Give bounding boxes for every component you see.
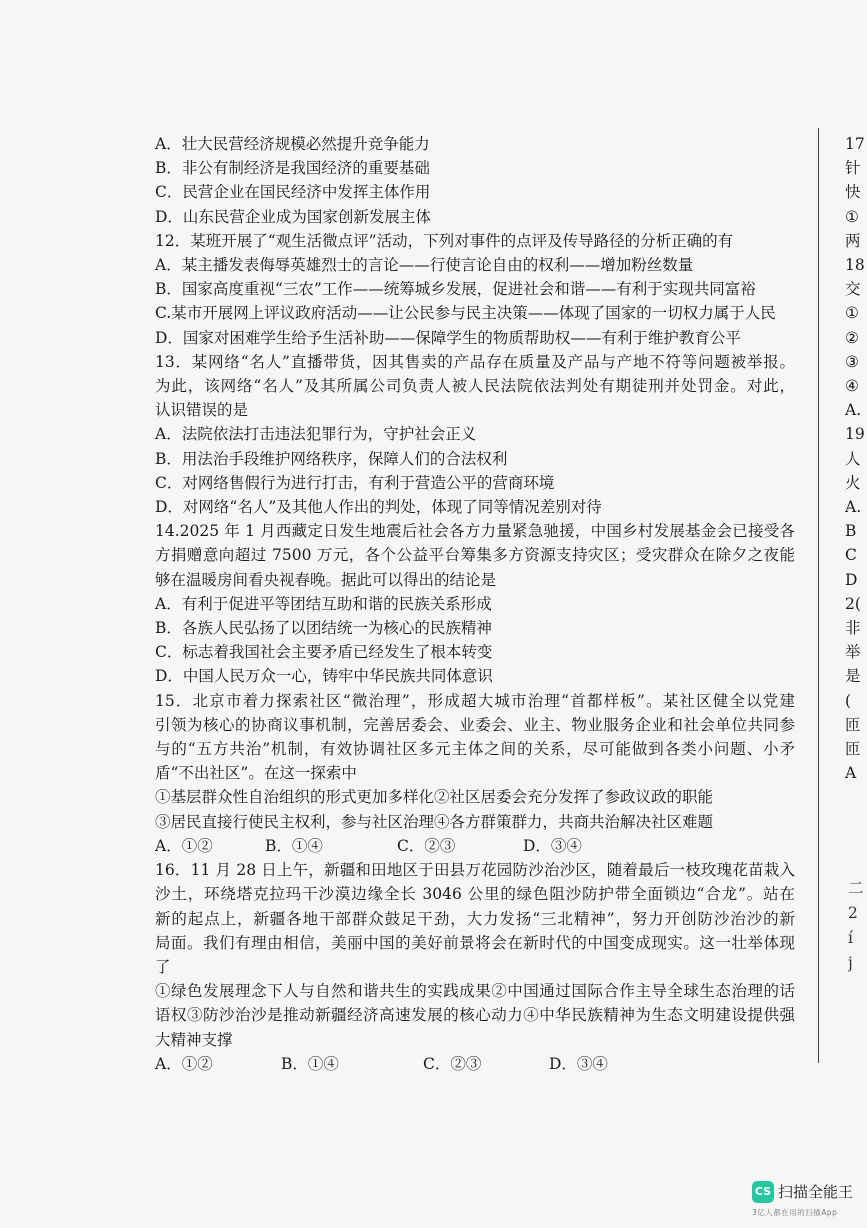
cropped-fragment: A. (845, 498, 862, 517)
q12-option-b: B．国家高度重视“三农”工作——统筹城乡发展，促进社会和谐——有利于实现共同富裕 (155, 280, 756, 299)
cropped-fragment: 2( (845, 594, 861, 613)
cropped-fragment: 非 (845, 619, 861, 638)
cropped-fragment: í (848, 929, 853, 947)
cropped-fragment: 交 (845, 280, 861, 299)
q13-stem-line: 13．某网络“名人”直播带货，因其售卖的产品存在质量及产品与产地不符等问题被举报。 (155, 352, 795, 371)
cropped-fragment: 18 (845, 256, 865, 275)
cropped-fragment: 火 (845, 473, 861, 492)
q14-stem-line: 方捐赠意向超过 7500 万元，各个公益平台筹集多方资源支持灾区；受灾群众在除夕之夜能 (155, 546, 795, 565)
cropped-fragment: B (845, 522, 857, 541)
cropped-fragment: 匝 (845, 740, 861, 759)
cropped-fragment: ① (845, 304, 859, 323)
q16-stem-line: 新的起点上，新疆各地干部群众鼓足干劲，大力发扬“三北精神”，努力开创防沙治沙的新 (155, 909, 795, 928)
q13-option-b: B．用法治手段维护网络秩序，保障人们的合法权利 (155, 449, 508, 468)
q15-stem-line: 引领为核心的协商议事机制，完善居委会、业委会、业主、物业服务企业和社会单位共同参 (155, 715, 795, 734)
q13-option-d: D．对网络“名人”及其他人作出的判处，体现了同等情况差别对待 (155, 498, 602, 517)
q14-stem-line: 14.2025 年 1 月西藏定日发生地震后社会各方力量紧急驰援，中国乡村发展基金会已接受各 (155, 522, 795, 541)
cropped-fragment: 举 (845, 643, 861, 662)
cropped-fragment: ① (845, 207, 859, 226)
q15-stem-line: 与的“五方共治”机制，有效协调社区多元主体之间的关系，尽可能做到各类小问题、小矛 (155, 740, 795, 759)
cropped-fragment: 两 (845, 231, 861, 250)
cropped-fragment: ( (845, 691, 852, 710)
q12-option-d: D．国家对困难学生给予生活补助——保障学生的物质帮助权——有利于维护教育公平 (155, 328, 741, 347)
q14-option-c: C．标志着我国社会主要矛盾已经发生了根本转变 (155, 643, 493, 662)
right-column-cropped-lower (848, 876, 867, 976)
cropped-fragment: 17 (845, 135, 865, 153)
cropped-fragment: C (845, 546, 857, 565)
q11-option-b: B．非公有制经济是我国经济的重要基础 (155, 159, 430, 178)
q16-choice-a: A．①② (155, 1054, 213, 1073)
cropped-fragment: A. (845, 401, 862, 420)
q16-stem-line: 了 (155, 957, 171, 976)
q13-stem-line: 认识错误的是 (155, 401, 249, 420)
q14-stem-line: 够在温暖房间看央视春晚。据此可以得出的结论是 (155, 570, 497, 589)
q14-option-d: D．中国人民万众一心，铸牢中华民族共同体意识 (155, 667, 493, 686)
q15-choice-c: C．②③ (397, 836, 456, 855)
q16-statement-line: 语权③防沙治沙是推动新疆经济高速发展的核心动力④中华民族精神为生态文明建设提供强 (155, 1006, 795, 1025)
watermark-tagline: 3亿人都在用的扫描App (752, 1208, 838, 1217)
cs-logo-icon: CS (752, 1181, 774, 1203)
cropped-fragment: ④ (845, 377, 859, 396)
q14-option-a: A．有利于促进平等团结互助和谐的民族关系形成 (155, 594, 492, 613)
cropped-fragment: j (848, 954, 853, 972)
q16-stem-line: 局面。我们有理由相信，美丽中国的美好前景将会在新时代的中国变成现实。这一壮举体现 (155, 933, 795, 952)
cropped-fragment: 2 (848, 904, 858, 922)
q12-option-c: C.某市开展网上评议政府活动——让公民参与民主决策——体现了国家的一切权力属于人民 (155, 304, 776, 323)
q11-option-c: C．民营企业在国民经济中发挥主体作用 (155, 183, 431, 202)
cropped-fragment: D (845, 570, 858, 589)
q11-option-d: D．山东民营企业成为国家创新发展主体 (155, 207, 431, 226)
cropped-fragment: 针 (845, 159, 861, 178)
q12-stem: 12．某班开展了“观生活微点评”活动，下列对事件的点评及传导路径的分析正确的有 (155, 231, 734, 250)
q16-choices (155, 1052, 795, 1076)
cropped-fragment: 19 (845, 425, 865, 444)
column-divider (818, 128, 819, 1063)
cropped-fragment: 人 (845, 449, 861, 468)
q15-choice-a: A．①② (155, 836, 213, 855)
cropped-fragment: ② (845, 328, 859, 347)
scanner-watermark (752, 1181, 862, 1223)
watermark-app-name: 扫描全能王 (778, 1183, 854, 1201)
q16-stem-line: 16．11 月 28 日上午，新疆和田地区于田县万花园防沙治沙区，随着最后一枝玫瑰花苗栽入 (155, 861, 796, 880)
q16-choice-c: C．②③ (423, 1054, 482, 1073)
q15-stem-line: 15．北京市着力探索社区“微治理”，形成超大城市治理“首都样板”。某社区健全以党建 (155, 691, 795, 710)
cropped-fragment: 二 (848, 879, 864, 897)
cropped-fragment: ③ (845, 352, 859, 371)
q16-statement-line: 大精神支撑 (155, 1030, 233, 1049)
cropped-fragment: 快 (845, 183, 861, 202)
q12-option-a: A．某主播发表侮辱英雄烈士的言论——行使言论自由的权利——增加粉丝数量 (155, 256, 694, 275)
q14-option-b: B．各族人民弘扬了以团结统一为核心的民族精神 (155, 619, 492, 638)
question-column (155, 132, 795, 1076)
q16-statement-line: ①绿色发展理念下人与自然和谐共生的实践成果②中国通过国际合作主导全球生态治理的话 (155, 982, 795, 1001)
q15-choices (155, 834, 795, 858)
q15-statement-line: ③居民直接行使民主权利，参与社区治理④各方群策群力，共商共治解决社区难题 (155, 812, 714, 831)
q15-stem-line: 盾“不出社区”。在这一探索中 (155, 764, 357, 783)
q13-option-a: A．法院依法打击违法犯罪行为，守护社会正义 (155, 425, 477, 444)
cropped-fragment: A (845, 764, 857, 783)
right-column-cropped (845, 132, 867, 785)
q13-stem-line: 为此，该网络“名人”及其所属公司负责人被人民法院依法判处有期徒刑并处罚金。对此， (155, 377, 795, 396)
q15-choice-d: D．③④ (523, 836, 582, 855)
q16-choice-b: B．①④ (281, 1054, 339, 1073)
cropped-fragment: 是 (845, 667, 861, 686)
q15-statement-line: ①基层群众性自治组织的形式更加多样化②社区居委会充分发挥了参政议政的职能 (155, 788, 714, 807)
q16-choice-d: D．③④ (549, 1054, 608, 1073)
q13-option-c: C．对网络售假行为进行打击，有利于营造公平的营商环境 (155, 473, 555, 492)
q16-stem-line: 沙土，环绕塔克拉玛干沙漠边缘全长 3046 公里的绿色阻沙防护带全面锁边“合龙”。站在 (155, 885, 795, 904)
q11-option-a: A．壮大民营经济规模必然提升竞争能力 (155, 135, 430, 153)
cropped-fragment: 匝 (845, 715, 861, 734)
q15-choice-b: B．①④ (265, 836, 323, 855)
